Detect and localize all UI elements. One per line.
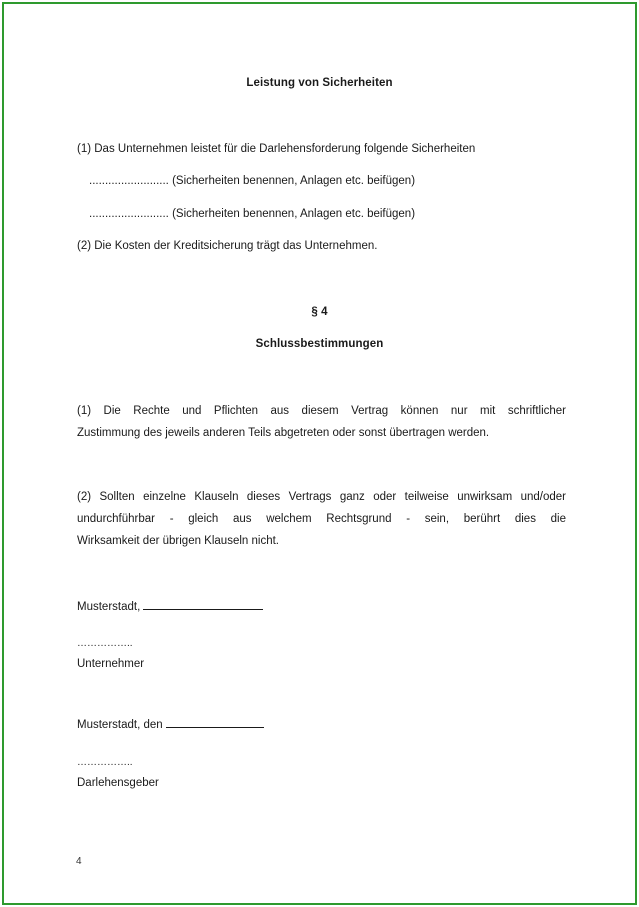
section-title: Schlussbestimmungen [255, 338, 384, 350]
securities-heading: Leistung von Sicherheiten [246, 77, 393, 89]
signature-line [166, 716, 264, 728]
page-number: 4 [76, 856, 82, 867]
signature-dots-2: …………….. [77, 757, 133, 768]
final-paragraph-2 [77, 486, 566, 552]
signature-place-2 [77, 716, 264, 731]
signature-line [143, 598, 263, 610]
securities-item-1: ......................... (Sicherheiten benennen, Anlagen etc. beifügen) [89, 175, 416, 187]
paragraph-line: (1) Die Rechte und Pflichten aus diesem Vertrag können nur mit schriftlicher [77, 405, 566, 417]
securities-paragraph-1: (1) Das Unternehmen leistet für die Darlehensforderung folgende Sicherheiten [77, 143, 476, 155]
paragraph-line: Zustimmung des jeweils anderen Teils abgetreten oder sonst übertragen werden. [77, 427, 490, 439]
place-label: Musterstadt, den [77, 719, 163, 731]
final-paragraph-1 [77, 400, 566, 444]
signature-role-1: Unternehmer [77, 658, 145, 670]
section-number: § 4 [311, 306, 328, 318]
paragraph-line: Wirksamkeit der übrigen Klauseln nicht. [77, 535, 279, 547]
securities-paragraph-2: (2) Die Kosten der Kreditsicherung trägt das Unternehmen. [77, 240, 378, 252]
place-label: Musterstadt, [77, 601, 141, 613]
signature-dots-1: …………….. [77, 638, 133, 649]
paragraph-line: undurchführbar - gleich aus welchem Rechtsgrund - sein, berührt dies die [77, 513, 566, 525]
signature-place-1 [77, 598, 263, 613]
securities-item-2: ......................... (Sicherheiten benennen, Anlagen etc. beifügen) [89, 208, 416, 220]
signature-role-2: Darlehensgeber [77, 777, 159, 789]
paragraph-line: (2) Sollten einzelne Klauseln dieses Vertrags ganz oder teilweise unwirksam und/oder [77, 491, 566, 503]
